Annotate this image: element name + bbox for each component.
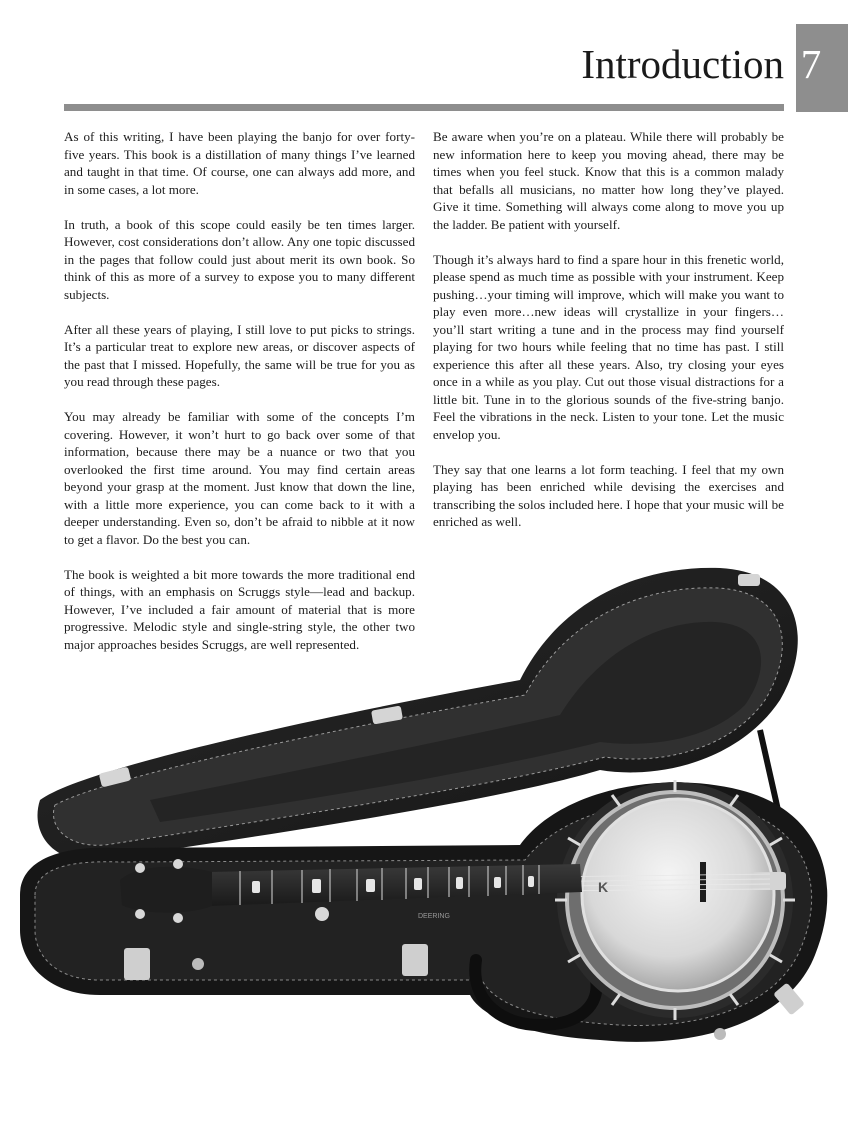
headstock-label: DEERING — [418, 913, 450, 920]
chapter-title: Introduction — [581, 41, 784, 87]
right-text-column — [433, 128, 784, 548]
paragraph: Though it’s always hard to find a spare hour in this frenetic world, please spend as much time as possible with your instrument. Keep pushing…your timing will improve, which will make you want to play even more…new ideas will crystallize in your fingers…you’ll start writing a tune and in the process may find yourself playing for two hours while feeling that no time has past. I still experience this after all these years. Also, try closing your eyes once in a while as you play. Cut out those visual distractions for a little bit. Tune in to the glorious sounds of the five-string banjo. Feel the vibrations in the neck. Listen to your tone. Let the music envelop you. — [433, 251, 784, 442]
paragraph: After all these years of playing, I still love to put picks to strings. It’s a particular treat to explore new areas, or discover aspects of the past that I missed. Hopefully, the same will be true for you as you read through these pages. — [64, 321, 415, 389]
paragraph: As of this writing, I have been playing the banjo for over forty-five years. This book is a distillation of many things I’ve learned and taught in that time. Of course, one can always add more, and in some cases, a lot more. — [64, 129, 415, 197]
paragraph: In truth, a book of this scope could easily be ten times larger. However, cost considerations don’t allow. Any one topic discussed in the pages that follow could just about merit its own book. So think of this as more of a survey to expose you to many different subjects. — [64, 216, 415, 302]
paragraph: You may already be familiar with some of the concepts I’m covering. However, it won’t hurt to go back over some of that information, because there may be a nuance or two that you overlooked the first time around. You may find certain areas beyond your grasp at the moment. Just know that down the line, with a little more experience, you can come back to it with a deeper understanding. Even so, don’t be afraid to nibble at it now to get a flavor. Do the best you can. — [64, 409, 415, 547]
paragraph: They say that one learns a lot form teaching. I feel that my own playing has been enriched while devising the exercises and transcribing the solos included here. I hope that your music will be enriched as well. — [433, 461, 784, 529]
banjo-in-case-photo — [0, 560, 848, 1100]
page-number: 7 — [800, 41, 822, 87]
paragraph: The book is weighted a bit more towards the more traditional end of things, with an emphasis on Scruggs style—lead and backup. However, I’ve included a fair amount of material that is more progressive. Melodic style and single-string style, the other two major approaches besides Scruggs, are well represented. — [64, 566, 415, 652]
drumhead-logo: K — [598, 879, 609, 895]
page-number-tab — [796, 24, 848, 112]
header-rule — [64, 104, 784, 111]
paragraph: Be aware when you’re on a plateau. While there will probably be new information here to keep you moving ahead, there may be times when you feel stuck. Know that this is a common malady that befalls all musicians, no matter how long they’ve played. Give it time. Something will always come along to move you up the ladder. Be patient with yourself. — [433, 129, 784, 232]
